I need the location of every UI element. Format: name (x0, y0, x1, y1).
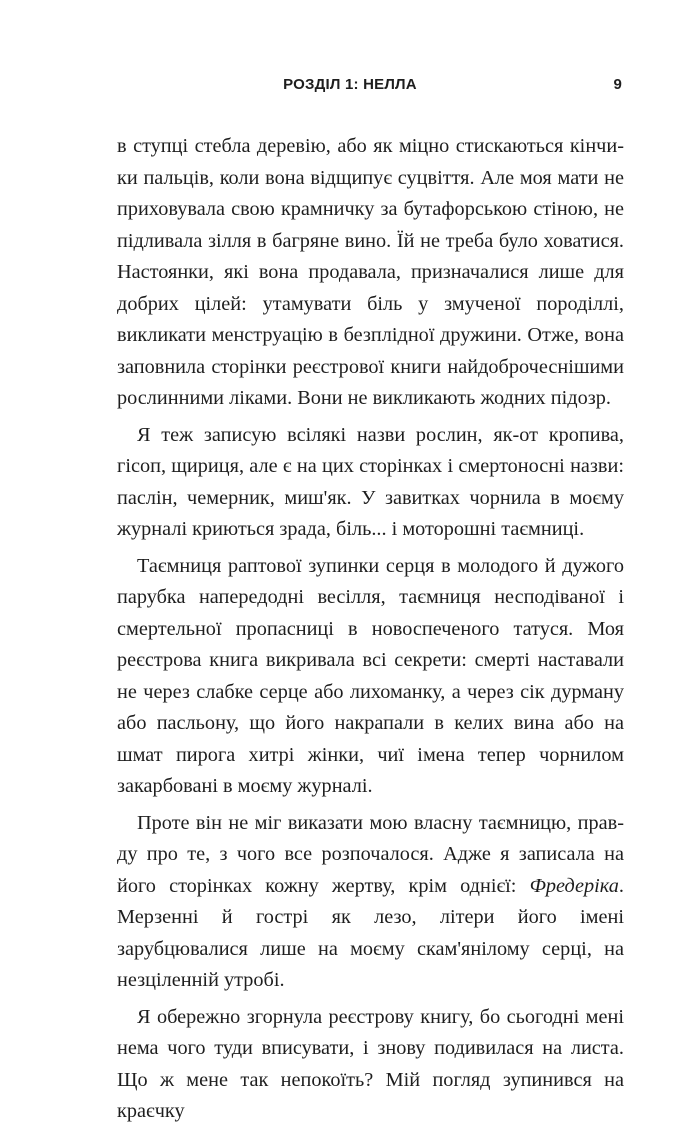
paragraph-3: Таємниця раптової зупинки серця в молодого й дужого парубка напередодні весілля, таємниця несподіваної і смертельної пропасниці в новоспеченого татуся. Моя реєстрова книга викривала всі секрети: смерті наставали не через слабке серце або лихоманку, а через сік дурману або пасльону, що його накрапали в келих вина або на шмат пирога хитрі жінки, чиї імена тепер чорнилом закарбовані в моєму журналі. (117, 554, 624, 797)
body-text (117, 131, 624, 1128)
paragraph-4-start: Проте він не міг виказати мою власну таємницю, правду про те, з чого все розпочалося. Адже я записала на його сторінках кожну жертву, крім однієї: (117, 811, 624, 897)
page-number: 9 (613, 76, 622, 93)
paragraph-5: Я обережно згорнула реєстрову книгу, бо сьогодні мені нема чого туди вписувати, і знову подивилася на листа. Що ж мене так непокоїть? Мій погляд зупинився на краєчку (117, 1005, 624, 1122)
paragraph-1: в ступці стебла деревію, або як міцно стискаються кінчики пальців, коли вона відщипує суцвіття. Але моя мати не приховувала свою крамничку за бутафорською стіною, не підливала зілля в багряне вино. Їй не треба було ховатися. Настоянки, які вона продавала, призначалися лише для добрих цілей: утамувати біль у змученої породіллі, викликати менструацію в безплідної дружини. Отже, вона заповнила сторінки реєстрової книги найдоброчеснішими рослинними ліками. Вони не викликають жодних підозр. (117, 135, 624, 409)
paragraph-4-end: . Мерзенні й гострі як лезо, літери його імені зарубцювалися лише на моєму скам'янілому серці, на незціленній утробі. (117, 874, 624, 991)
paragraph-2: Я теж записую всілякі назви рослин, як-от кропива, гісоп, щириця, але є на цих сторінках і смертоносні назви: паслін, чемерник, миш'як. У завитках чорнила в моєму журналі криються зрада, біль... і моторошні таємниці. (117, 423, 624, 540)
chapter-title: РОЗДІЛ 1: НЕЛЛА (283, 76, 417, 93)
paragraph-4 (117, 808, 624, 997)
running-head (0, 74, 700, 98)
name-fredericka: Фредеріка (529, 874, 619, 897)
